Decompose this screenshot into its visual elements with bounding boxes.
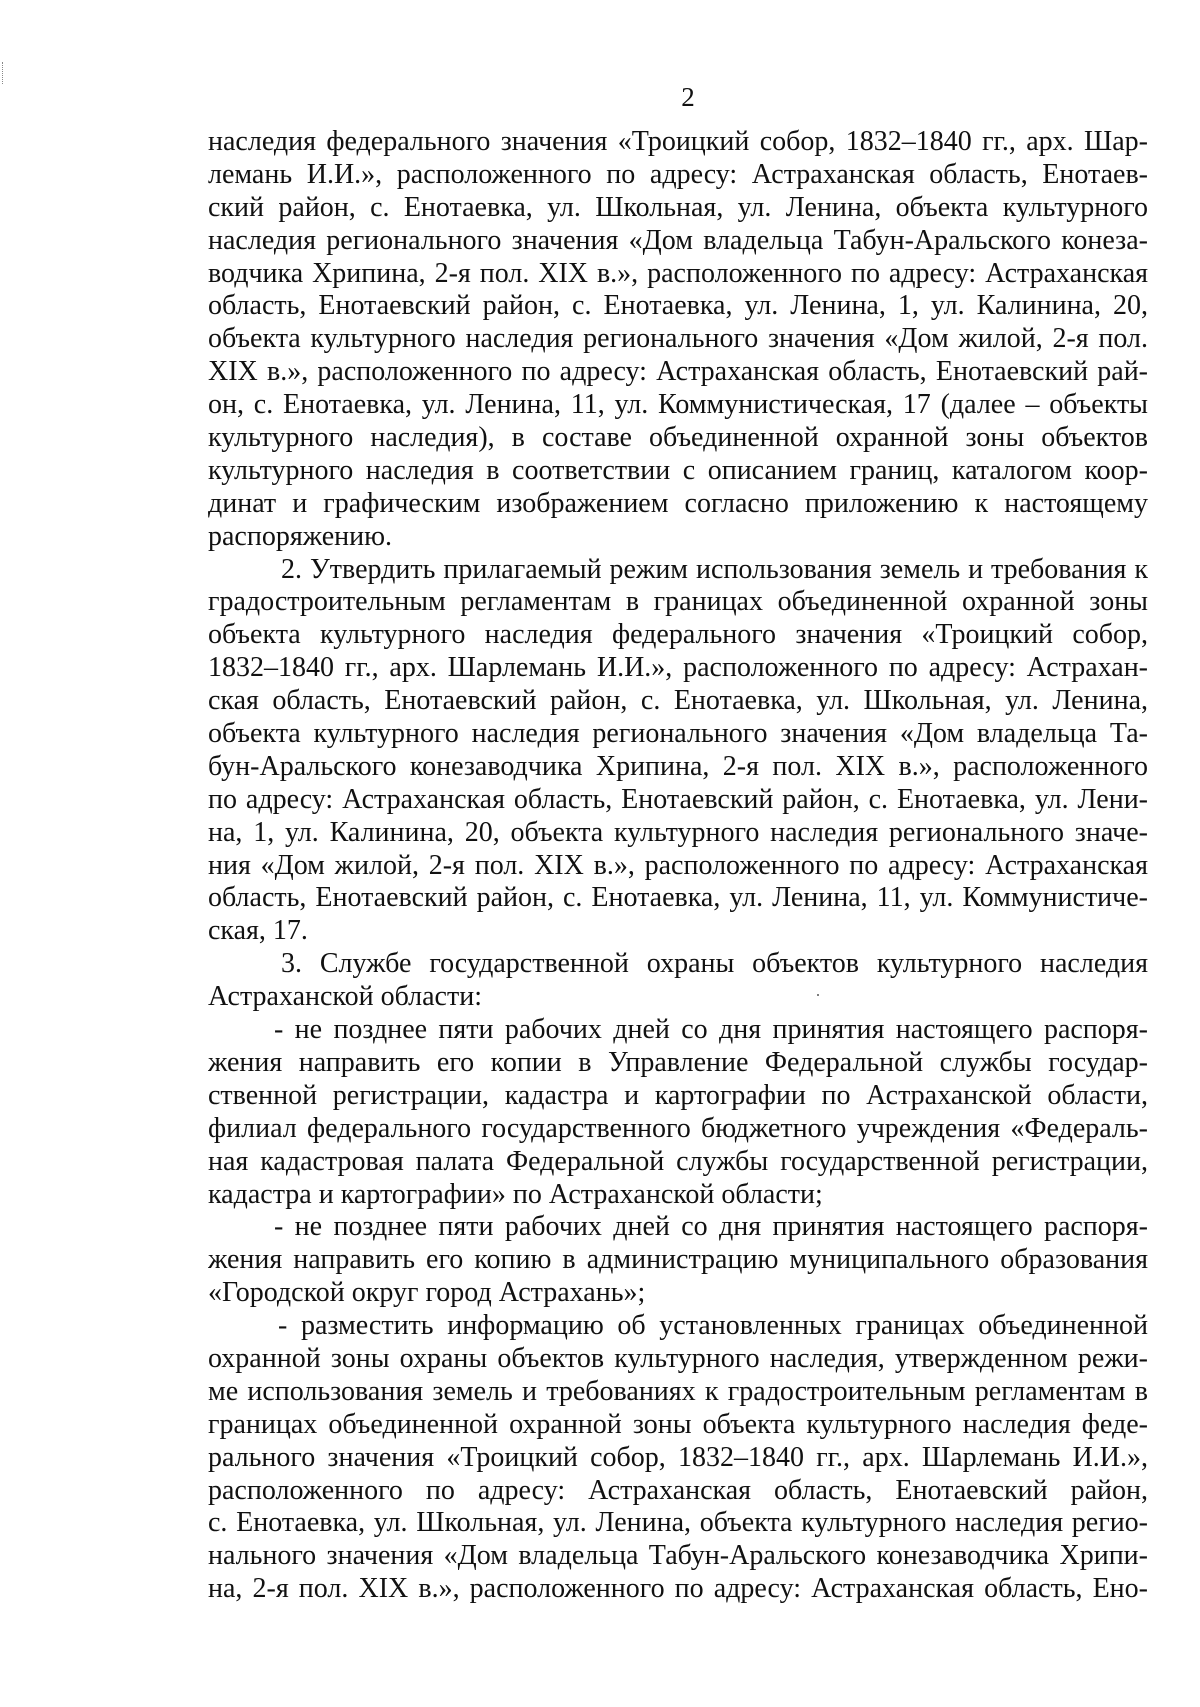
text-line: объекта культурного наследия регионального значения «Дом владельца Та- [208,718,1148,750]
text-line: 1832–1840 гг., арх. Шарлемань И.И.», расположенного по адресу: Астрахан- [208,652,1148,684]
text-line: область, Енотаевский район, с. Енотаевка, ул. Ленина, 11, ул. Коммунистиче- [208,882,1148,914]
text-line: жения направить его копии в Управление Федеральной службы государ- [208,1046,1148,1078]
paragraph-subitem [208,1310,1148,1606]
text-line: ственной регистрации, кадастра и картографии по Астраханской области, [208,1079,1148,1111]
text-line: культурного наследия в соответствии с описанием границ, каталогом коор- [208,454,1148,486]
text-line: кадастра и картографии» по Астраханской области; [208,1178,823,1210]
text-line: ная кадастровая палата Федеральной службы государственной регистрации, [208,1145,1148,1177]
paragraph-item-2 [208,554,1148,949]
text-line: с. Енотаевка, ул. Школьная, ул. Ленина, объекта культурного наследия регио- [208,1507,1148,1539]
text-line: филиал федерального государственного бюджетного учреждения «Федераль- [208,1112,1148,1144]
text-line: объекта культурного наследия федерального значения «Троицкий собор, [208,619,1148,651]
text-line: на, 1, ул. Калинина, 20, объекта культурного наследия регионального значе- [208,816,1148,848]
paragraph-subitem [208,1211,1148,1310]
text-line: распоряжению. [208,520,393,552]
text-line: ме использования земель и требованиях к градостроительным регламентам в [208,1375,1148,1407]
text-line: 3. Службе государственной охраны объектов культурного наследия [281,948,1148,980]
text-line: водчика Хрипина, 2-я пол. XIX в.», расположенного по адресу: Астраханская [208,257,1148,289]
text-line: границах объединенной охранной зоны объекта культурного наследия феде- [208,1408,1148,1440]
text-line: XIX в.», расположенного по адресу: Астраханская область, Енотаевский рай- [208,356,1148,388]
text-line: он, с. Енотаевка, ул. Ленина, 11, ул. Коммунистическая, 17 (далее – объекты [208,389,1148,421]
page-number: 2 [681,82,695,112]
text-line: нального значения «Дом владельца Табун-Аральского конезаводчика Хрипи- [208,1540,1148,1572]
text-line: 2. Утвердить прилагаемый режим использования земель и требования к [281,553,1148,585]
text-line: ский район, с. Енотаевка, ул. Школьная, ул. Ленина, объекта культурного [208,191,1148,223]
text-line: жения направить его копию в администрацию муниципального образования [208,1244,1148,1276]
text-line: ская область, Енотаевский район, с. Енотаевка, ул. Школьная, ул. Ленина, [208,685,1148,717]
paragraph-continuation [208,126,1148,554]
text-line: «Городской округ город Астрахань»; [208,1277,646,1309]
document-body [208,126,1148,1606]
text-line: по адресу: Астраханская область, Енотаевский район, с. Енотаевка, ул. Лени- [208,783,1148,815]
text-line: наследия федерального значения «Троицкий собор, 1832–1840 гг., арх. Шар- [208,126,1148,157]
text-line: - не позднее пяти рабочих дней со дня принятия настоящего распоря- [274,1014,1148,1046]
text-line: динат и графическим изображением согласно приложению к настоящему [208,487,1148,519]
text-line: бун-Аральского конезаводчика Хрипина, 2-я пол. XIX в.», расположенного [208,750,1148,782]
text-line: охранной зоны охраны объектов культурного наследия, утвержденном режи- [208,1342,1148,1374]
text-line: область, Енотаевский район, с. Енотаевка, ул. Ленина, 1, ул. Калинина, 20, [208,290,1148,322]
text-line: лемань И.И.», расположенного по адресу: Астраханская область, Енотаев- [208,158,1148,190]
text-line: ния «Дом жилой, 2-я пол. XIX в.», расположенного по адресу: Астраханская [208,849,1148,881]
text-line: Астраханской области: [208,981,482,1013]
text-line: - разместить информацию об установленных границах объединенной [278,1310,1148,1342]
text-line: ская, 17. [208,915,308,947]
text-line: объекта культурного наследия регионального значения «Дом жилой, 2-я пол. [208,323,1148,355]
paragraph-subitem [208,1014,1148,1211]
text-line: градостроительным регламентам в границах объединенной охранной зоны [208,586,1148,618]
text-line: рального значения «Троицкий собор, 1832–1840 гг., арх. Шарлемань И.И.», [208,1441,1148,1473]
text-line: расположенного по адресу: Астраханская область, Енотаевский район, [208,1474,1148,1506]
text-line: на, 2-я пол. XIX в.», расположенного по адресу: Астраханская область, Ено- [208,1573,1148,1605]
text-line: культурного наследия), в составе объединенной охранной зоны объектов [208,422,1148,454]
paragraph-item-3 [208,948,1148,1014]
text-line: наследия регионального значения «Дом владельца Табун-Аральского конеза- [208,224,1148,256]
text-line: - не позднее пяти рабочих дней со дня принятия настоящего распоря- [274,1211,1148,1243]
